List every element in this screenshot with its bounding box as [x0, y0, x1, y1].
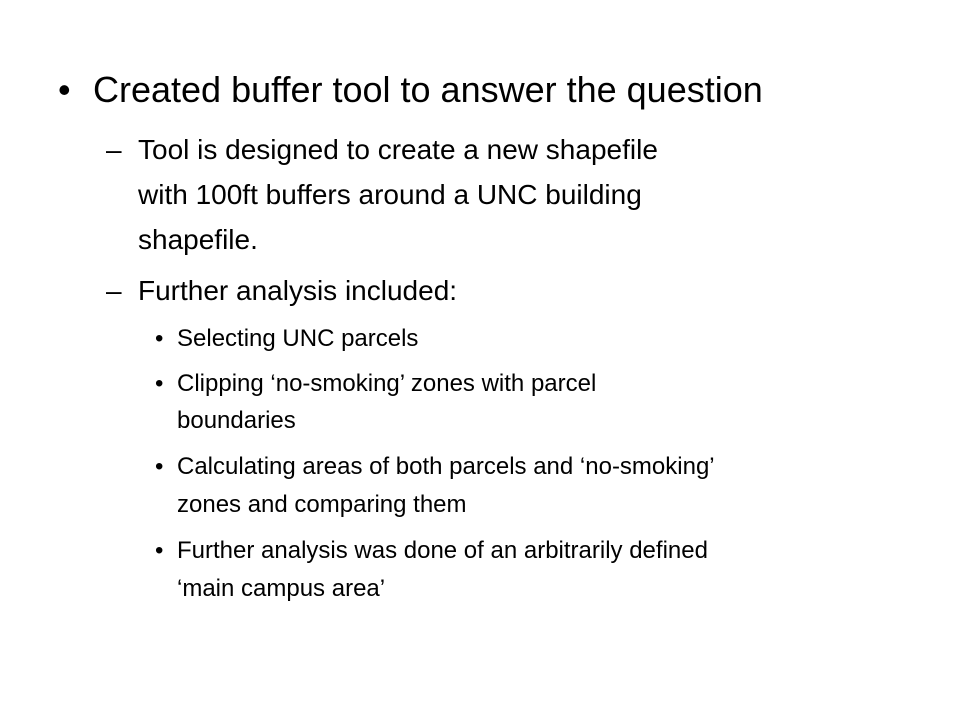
level2-dash-glyph: –: [106, 134, 122, 165]
level3-bullet-glyph: •: [155, 537, 164, 564]
level1-bullet-glyph: •: [58, 69, 71, 110]
level3-item-3-line-1: Calculating areas of both parcels and ‘no-smoking’: [177, 453, 715, 480]
level2-item-1-line-3: shapefile.: [138, 224, 258, 255]
level3-item-4-line-2: ‘main campus area’: [177, 575, 386, 602]
level1-heading: Created buffer tool to answer the question: [93, 69, 763, 110]
level2-item-1-line-1: Tool is designed to create a new shapefile: [138, 134, 658, 165]
level3-item-3-line-2: zones and comparing them: [177, 491, 467, 518]
level3-item-2-line-1: Clipping ‘no-smoking’ zones with parcel: [177, 370, 597, 397]
level3-item-1-line-1: Selecting UNC parcels: [177, 325, 419, 352]
level2-item-2-line-1: Further analysis included:: [138, 275, 458, 306]
level3-bullet-glyph: •: [155, 453, 164, 480]
level3-item-2-line-2: boundaries: [177, 407, 296, 434]
level2-item-1-line-2: with 100ft buffers around a UNC building: [138, 179, 642, 210]
level3-bullet-glyph: •: [155, 325, 164, 352]
level3-item-4-line-1: Further analysis was done of an arbitrarily defined: [177, 537, 708, 564]
level2-dash-glyph: –: [106, 275, 122, 306]
level3-bullet-glyph: •: [155, 370, 164, 397]
